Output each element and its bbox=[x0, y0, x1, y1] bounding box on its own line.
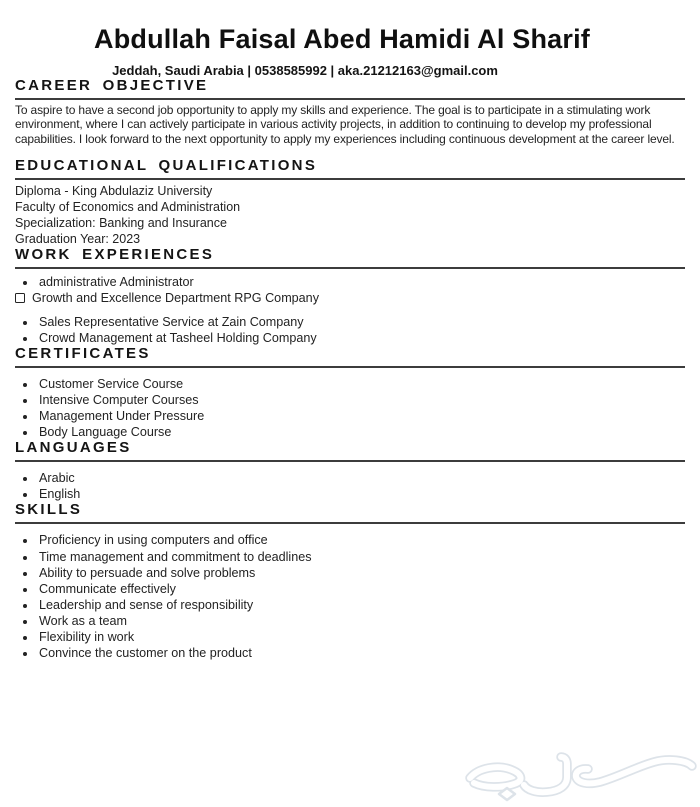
work-item: • administrative Administrator bbox=[37, 274, 685, 290]
skill-item: • Communicate effectively bbox=[37, 581, 685, 597]
education-line: Graduation Year: 2023 bbox=[15, 231, 141, 246]
section-work-experiences bbox=[15, 247, 685, 346]
work-item-square bbox=[15, 290, 685, 306]
education-details bbox=[15, 184, 685, 247]
square-bullet-icon bbox=[15, 293, 25, 303]
languages-list bbox=[15, 470, 685, 502]
skill-item: • Leadership and sense of responsibility bbox=[37, 597, 685, 613]
education-line: Specialization: Banking and Insurance bbox=[15, 215, 227, 230]
career-objective-heading: CAREER OBJECTIVE bbox=[15, 78, 685, 100]
work-experiences-heading: WORK EXPERIENCES bbox=[15, 247, 685, 269]
section-educational-qualifications bbox=[15, 158, 685, 247]
section-skills bbox=[15, 502, 685, 661]
education-line: Faculty of Economics and Administration bbox=[15, 200, 241, 215]
language-item: • Arabic bbox=[37, 470, 685, 486]
skills-heading: SKILLS bbox=[15, 502, 685, 524]
skill-item: • Flexibility in work bbox=[37, 629, 685, 645]
work-item: • Crowd Management at Tasheel Holding Company bbox=[37, 330, 685, 346]
certificates-heading: CERTIFICATES bbox=[15, 346, 685, 368]
section-certificates bbox=[15, 346, 685, 440]
educational-qualifications-heading: EDUCATIONAL QUALIFICATIONS bbox=[15, 158, 685, 180]
skill-item: • Ability to persuade and solve problems bbox=[37, 565, 685, 581]
skill-item: • Proficiency in using computers and office bbox=[37, 532, 685, 548]
certificate-item: • Intensive Computer Courses bbox=[37, 392, 685, 408]
education-line: Diploma - King Abdulaziz University bbox=[15, 184, 213, 199]
section-career-objective bbox=[15, 78, 685, 146]
work-list-top bbox=[15, 274, 685, 290]
career-objective-paragraph: To aspire to have a second job opportunity to apply my skills and experience. The goal is to participate in a stimulating work environment, where I can actively participate in various activity projects, in addition to continuing to develop my professional capabilities. I look forward to the next opportunity to apply my experiences including continuous development at the career level. bbox=[15, 103, 675, 146]
haraj-logo-graphic bbox=[464, 750, 699, 802]
certificate-item: • Body Language Course bbox=[37, 424, 685, 440]
certificate-item: • Customer Service Course bbox=[37, 376, 685, 392]
work-item: • Sales Representative Service at Zain Company bbox=[37, 314, 685, 330]
skills-list bbox=[15, 532, 685, 661]
contact-line: Jeddah, Saudi Arabia | 0538585992 | aka.21212163@gmail.com bbox=[112, 63, 498, 78]
certificates-list bbox=[15, 376, 685, 440]
language-item: • English bbox=[37, 486, 685, 502]
skill-item: • Convince the customer on the product bbox=[37, 645, 685, 661]
languages-heading: LANGUAGES bbox=[15, 440, 685, 462]
work-list-bottom bbox=[15, 314, 685, 346]
resume-name-title: Abdullah Faisal Abed Hamidi Al Sharif bbox=[94, 24, 590, 54]
section-languages bbox=[15, 440, 685, 502]
skill-item: • Time management and commitment to deadlines bbox=[37, 549, 685, 565]
certificate-item: • Management Under Pressure bbox=[37, 408, 685, 424]
haraj-watermark-icon bbox=[464, 750, 699, 802]
skill-item: • Work as a team bbox=[37, 613, 685, 629]
work-item-label: Growth and Excellence Department RPG Company bbox=[32, 291, 319, 306]
